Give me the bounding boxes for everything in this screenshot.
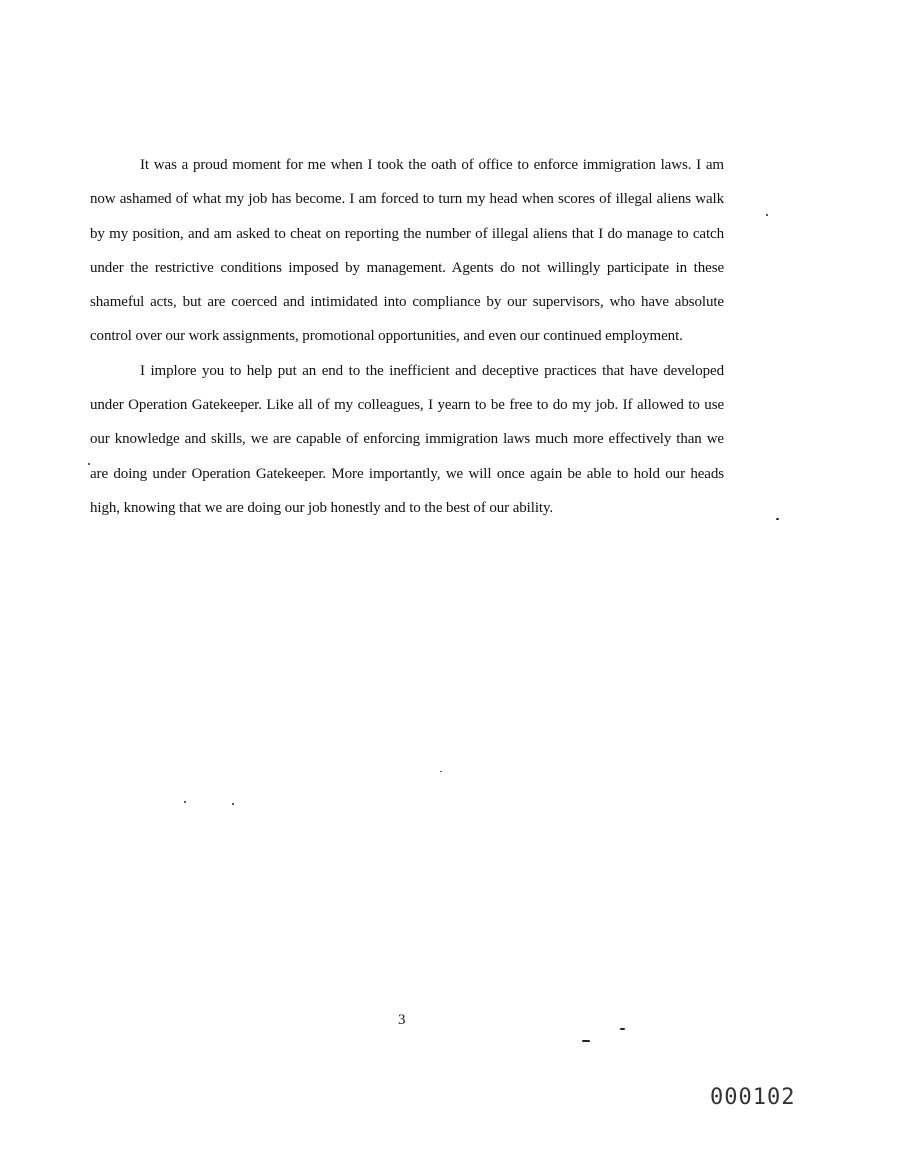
page-number: 3 (398, 1012, 406, 1028)
scan-speck (88, 463, 90, 465)
scan-speck (776, 518, 779, 520)
scan-speck (582, 1040, 590, 1042)
scan-speck (184, 801, 186, 803)
scan-speck (232, 803, 234, 805)
bates-number: 000102 (710, 1085, 796, 1110)
scan-speck (620, 1028, 625, 1030)
paragraph-2: I implore you to help put an end to the inefficient and deceptive practices that have developed under Operation Gatekeeper. Like all of my colleagues, I yearn to be free to do my job. If allowed to use our knowledge and skills, we are capable of enforcing immigration laws much more effectively than we are doing under Operation Gatekeeper. More importantly, we will once again be able to hold our heads high, knowing that we are doing our job honestly and to the best of our ability. (90, 362, 724, 516)
scan-speck (766, 214, 768, 216)
paragraph-1: It was a proud moment for me when I took the oath of office to enforce immigration laws. I am now ashamed of what my job has become. I am forced to turn my head when scores of illegal aliens walk by my position, and am asked to cheat on reporting the number of illegal aliens that I do manage to catch under the restrictive conditions imposed by management. Agents do not willingly participate in these shameful acts, but are coerced and intimidated into compliance by our supervisors, who have absolute control over our work assignments, promotional opportunities, and even our continued employment. (90, 157, 724, 345)
scan-speck (440, 771, 442, 772)
document-body (90, 148, 724, 525)
